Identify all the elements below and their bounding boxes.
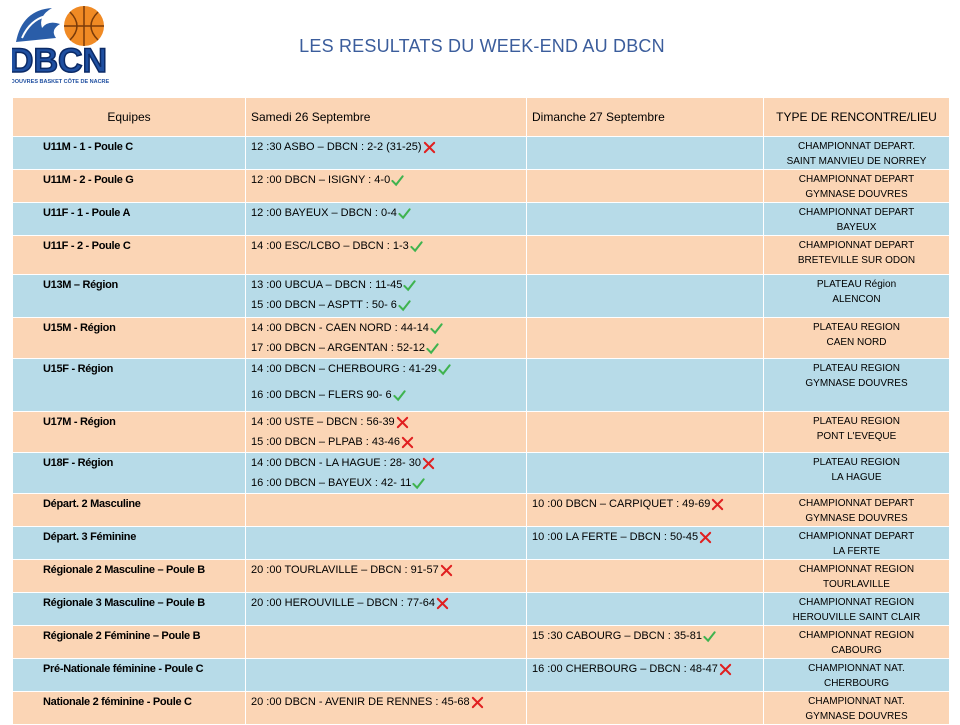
cross-icon — [422, 457, 435, 470]
competition-type: CHAMPIONNAT REGION — [798, 564, 915, 575]
venue: PONT L'EVEQUE — [816, 431, 897, 442]
table-row — [13, 137, 950, 170]
team-name: U11F - 1 - Poule A — [13, 203, 246, 236]
match-type-location — [764, 170, 950, 203]
cross-icon — [471, 696, 484, 709]
venue: BRETEVILLE SUR ODON — [797, 255, 916, 266]
match-text: 16 :00 DBCN – BAYEUX : 42- 11 — [251, 477, 412, 489]
table-row — [13, 453, 950, 494]
table-row — [13, 560, 950, 593]
table-row — [13, 359, 950, 412]
match-type-location — [764, 359, 950, 412]
match-text: 15 :00 DBCN – PLPAB : 43-46 — [251, 436, 400, 448]
match-result — [251, 236, 521, 256]
venue: CAEN NORD — [826, 337, 887, 348]
cross-icon — [440, 564, 453, 577]
match-text: 10 :00 LA FERTE – DBCN : 50-45 — [532, 531, 699, 543]
check-icon — [403, 279, 416, 292]
venue: SAINT MANVIEU DE NORREY — [786, 156, 927, 167]
match-type-location — [764, 659, 950, 692]
cross-icon — [436, 597, 449, 610]
saturday-results — [246, 203, 527, 236]
header-dimanche: Dimanche 27 Septembre — [527, 98, 764, 137]
venue: ALENCON — [832, 294, 881, 305]
sunday-results — [527, 494, 764, 527]
competition-type: CHAMPIONNAT REGION — [798, 630, 915, 641]
saturday-results — [246, 626, 527, 659]
match-result — [532, 626, 758, 646]
match-result — [251, 453, 521, 473]
match-result — [251, 295, 521, 315]
venue: GYMNASE DOUVRES — [805, 189, 908, 200]
check-icon — [430, 322, 443, 335]
sunday-results — [527, 626, 764, 659]
check-icon — [391, 174, 404, 187]
cross-icon — [719, 663, 732, 676]
match-text: 15 :00 DBCN – ASPTT : 50- 6 — [251, 299, 397, 311]
table-row — [13, 527, 950, 560]
team-name: U11F - 2 - Poule C — [13, 236, 246, 275]
match-result — [251, 318, 521, 338]
venue: LA FERTE — [832, 546, 881, 557]
competition-type: PLATEAU REGION — [812, 416, 901, 427]
match-text: 20 :00 TOURLAVILLE – DBCN : 91-57 — [251, 564, 439, 576]
team-name: Départ. 3 Féminine — [13, 527, 246, 560]
match-result — [251, 560, 521, 580]
match-text: 14 :00 DBCN - CAEN NORD : 44-14 — [251, 322, 429, 334]
header-equipes: Equipes — [13, 98, 246, 137]
sunday-results — [527, 453, 764, 494]
sunday-results — [527, 203, 764, 236]
match-type-location — [764, 137, 950, 170]
sunday-results — [527, 318, 764, 359]
sunday-results — [527, 236, 764, 275]
table-row — [13, 203, 950, 236]
table-row — [13, 593, 950, 626]
team-name: U17M - Région — [13, 412, 246, 453]
header-type: TYPE DE RENCONTRE/LIEU — [764, 98, 950, 137]
match-result — [251, 593, 521, 613]
match-result — [251, 137, 521, 157]
check-icon — [410, 240, 423, 253]
match-type-location — [764, 203, 950, 236]
competition-type: CHAMPIONNAT REGION — [798, 597, 915, 608]
venue: CHERBOURG — [823, 678, 889, 689]
table-row — [13, 170, 950, 203]
competition-type: PLATEAU REGION — [812, 363, 901, 374]
saturday-results — [246, 659, 527, 692]
venue: CABOURG — [831, 645, 882, 656]
match-type-location — [764, 494, 950, 527]
check-icon — [412, 477, 425, 490]
competition-type: CHAMPIONNAT DEPART — [798, 174, 915, 185]
match-type-location — [764, 453, 950, 494]
sunday-results — [527, 359, 764, 412]
venue: TOURLAVILLE — [823, 579, 890, 590]
saturday-results — [246, 560, 527, 593]
match-type-location — [764, 527, 950, 560]
saturday-results — [246, 137, 527, 170]
table-row — [13, 236, 950, 275]
competition-type: PLATEAU REGION — [812, 322, 901, 333]
match-text: 10 :00 DBCN – CARPIQUET : 49-69 — [532, 498, 711, 510]
match-text: 12 :00 BAYEUX – DBCN : 0-4 — [251, 207, 397, 219]
sunday-results — [527, 275, 764, 318]
match-text: 14 :00 DBCN - LA HAGUE : 28- 30 — [251, 457, 421, 469]
match-result — [251, 473, 521, 493]
match-text: 14 :00 USTE – DBCN : 56-39 — [251, 416, 395, 428]
competition-type: CHAMPIONNAT DEPART — [798, 207, 915, 218]
team-name: U15M - Région — [13, 318, 246, 359]
saturday-results — [246, 170, 527, 203]
table-row — [13, 659, 950, 692]
competition-type: CHAMPIONNAT DEPART — [798, 531, 915, 542]
saturday-results — [246, 318, 527, 359]
match-text: 15 :30 CABOURG – DBCN : 35-81 — [532, 630, 702, 642]
match-type-location — [764, 560, 950, 593]
sunday-results — [527, 659, 764, 692]
saturday-results — [246, 412, 527, 453]
team-name: Départ. 2 Masculine — [13, 494, 246, 527]
venue: GYMNASE DOUVRES — [805, 711, 908, 722]
team-name: U11M - 2 - Poule G — [13, 170, 246, 203]
match-text: 12 :30 ASBO – DBCN : 2-2 (31-25) — [251, 141, 422, 153]
competition-type: CHAMPIONNAT DEPART — [798, 240, 915, 251]
results-table — [12, 97, 950, 725]
cross-icon — [699, 531, 712, 544]
check-icon — [398, 207, 411, 220]
cross-icon — [396, 416, 409, 429]
match-result — [251, 338, 521, 358]
match-type-location — [764, 412, 950, 453]
match-text: 14 :00 DBCN – CHERBOURG : 41-29 — [251, 363, 437, 375]
match-result — [251, 412, 521, 432]
team-name: Régionale 2 Masculine – Poule B — [13, 560, 246, 593]
table-row — [13, 275, 950, 318]
sunday-results — [527, 527, 764, 560]
check-icon — [438, 363, 451, 376]
match-result — [251, 359, 521, 379]
sunday-results — [527, 593, 764, 626]
sunday-results — [527, 412, 764, 453]
team-name: U18F - Région — [13, 453, 246, 494]
saturday-results — [246, 494, 527, 527]
cross-icon — [711, 498, 724, 511]
match-type-location — [764, 593, 950, 626]
saturday-results — [246, 453, 527, 494]
venue: HEROUVILLE SAINT CLAIR — [792, 612, 921, 623]
saturday-results — [246, 275, 527, 318]
match-result — [251, 275, 521, 295]
match-text: 13 :00 UBCUA – DBCN : 11-45 — [251, 279, 403, 291]
match-text: 20 :00 DBCN - AVENIR DE RENNES : 45-68 — [251, 696, 470, 708]
team-name: U15F - Région — [13, 359, 246, 412]
table-header-row — [13, 98, 950, 137]
match-type-location — [764, 626, 950, 659]
table-row — [13, 318, 950, 359]
sunday-results — [527, 560, 764, 593]
match-type-location — [764, 236, 950, 275]
saturday-results — [246, 593, 527, 626]
match-type-location — [764, 318, 950, 359]
match-result — [532, 659, 758, 679]
match-text: 17 :00 DBCN – ARGENTAN : 52-12 — [251, 342, 426, 354]
header-samedi: Samedi 26 Septembre — [246, 98, 527, 137]
match-result — [251, 203, 521, 223]
sunday-results — [527, 137, 764, 170]
venue: LA HAGUE — [831, 472, 882, 483]
check-icon — [426, 342, 439, 355]
match-result — [251, 692, 521, 712]
venue: GYMNASE DOUVRES — [805, 378, 908, 389]
match-result — [532, 527, 758, 547]
competition-type: PLATEAU REGION — [812, 457, 901, 468]
table-row — [13, 626, 950, 659]
competition-type: CHAMPIONNAT DEPART. — [797, 141, 916, 152]
check-icon — [703, 630, 716, 643]
saturday-results — [246, 359, 527, 412]
match-text: 14 :00 ESC/LCBO – DBCN : 1-3 — [251, 240, 409, 252]
svg-text:DOUVRES BASKET CÔTE DE NACRE: DOUVRES BASKET CÔTE DE NACRE — [12, 79, 110, 85]
venue: GYMNASE DOUVRES — [805, 513, 908, 524]
venue: BAYEUX — [836, 222, 877, 233]
competition-type: CHAMPIONNAT NAT. — [808, 663, 905, 674]
match-text: 12 :00 DBCN – ISIGNY : 4-0 — [251, 174, 391, 186]
check-icon — [398, 299, 411, 312]
cross-icon — [423, 141, 436, 154]
match-text: 16 :00 CHERBOURG – DBCN : 48-47 — [532, 663, 718, 675]
saturday-results — [246, 527, 527, 560]
match-type-location — [764, 275, 950, 318]
match-result — [251, 385, 521, 405]
table-row — [13, 494, 950, 527]
match-result — [251, 432, 521, 452]
competition-type: CHAMPIONNAT DEPART — [798, 498, 915, 509]
svg-text:DBCN: DBCN — [12, 42, 108, 80]
competition-type: CHAMPIONNAT NAT. — [808, 696, 905, 707]
team-name: U13M – Région — [13, 275, 246, 318]
match-text: 16 :00 DBCN – FLERS 90- 6 — [251, 389, 392, 401]
page-title: LES RESULTATS DU WEEK-END AU DBCN — [299, 36, 665, 56]
match-result — [251, 170, 521, 190]
match-result — [532, 494, 758, 514]
saturday-results — [246, 236, 527, 275]
team-name: Pré-Nationale féminine - Poule C — [13, 659, 246, 692]
sunday-results — [527, 170, 764, 203]
table-row — [13, 412, 950, 453]
match-text: 20 :00 HEROUVILLE – DBCN : 77-64 — [251, 597, 436, 609]
competition-type: PLATEAU Région — [816, 279, 897, 290]
team-name: Nationale 2 féminine - Poule C — [13, 692, 246, 725]
team-name: Régionale 3 Masculine – Poule B — [13, 593, 246, 626]
team-name: Régionale 2 Féminine – Poule B — [13, 626, 246, 659]
check-icon — [393, 389, 406, 402]
cross-icon — [401, 436, 414, 449]
team-name: U11M - 1 - Poule C — [13, 137, 246, 170]
